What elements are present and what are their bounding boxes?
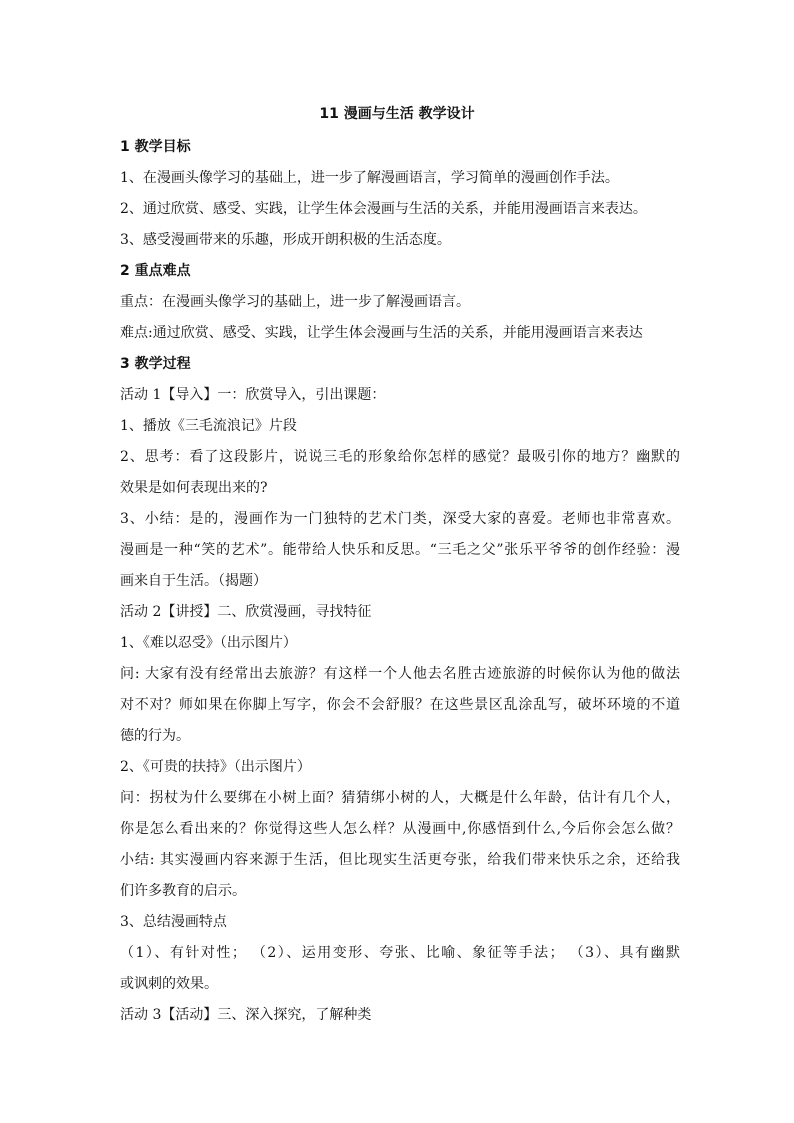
paragraph-line: 3、总结漫画特点 [120, 914, 227, 930]
paragraph-line: 漫画是一种“笑的艺术”。能带给人快乐和反思。“三毛之父”张乐平爷爷的创作经验：漫 [120, 542, 680, 558]
document-body [120, 132, 680, 1031]
section-heading: 2 重点难点 [120, 263, 191, 279]
section-heading: 1 教学目标 [120, 139, 191, 155]
paragraph-line: 活动 1【导入】一：欣赏导入，引出课题： [120, 387, 386, 403]
paragraph-line: 3、小结：是的，漫画作为一门独特的艺术门类，深受大家的喜爱。老师也非常喜欢。 [120, 511, 680, 527]
paragraph-line: 们许多教育的启示。 [120, 883, 246, 899]
paragraph-line: 对不对？师如果在你脚上写字，你会不会舒服？在这些景区乱涂乱写，破坏环境的不道 [120, 697, 680, 713]
paragraph-line: 2、通过欣赏、感受、实践，让学生体会漫画与生活的关系，并能用漫画语言来表达。 [120, 201, 647, 217]
paragraph-line: 小结: 其实漫画内容来源于生活，但比现实生活更夸张，给我们带来快乐之余，还给我 [120, 852, 680, 868]
document-title: 11 漫画与生活 教学设计 [319, 106, 475, 122]
paragraph-line: 问: 大家有没有经常出去旅游？有这样一个人他去名胜古迹旅游的时候你认为他的做法 [120, 666, 680, 682]
paragraph-line: 1、在漫画头像学习的基础上，进一步了解漫画语言，学习简单的漫画创作手法。 [120, 170, 619, 186]
paragraph-line: 效果是如何表现出来的? [120, 480, 268, 496]
paragraph-line: 1、播放《三毛流浪记》片段 [120, 418, 297, 434]
paragraph-line: 活动 3【活动】三、深入探究，了解种类 [120, 1007, 372, 1023]
paragraph-line: 难点:通过欣赏、感受、实践，让学生体会漫画与生活的关系，并能用漫画语言来表达 [120, 325, 643, 341]
paragraph-line: 重点：在漫画头像学习的基础上，进一步了解漫画语言。 [120, 294, 470, 310]
paragraph-line: 3、感受漫画带来的乐趣，形成开朗积极的生活态度。 [120, 232, 451, 248]
paragraph-line: （1）、有针对性； （2）、运用变形、夸张、比喻、象征等手法； （3）、具有幽默 [120, 945, 680, 961]
paragraph-line: 你是怎么看出来的？你觉得这些人怎么样？从漫画中,你感悟到什么,今后你会怎么做？ [120, 821, 680, 837]
paragraph-line: 2、《可贵的扶持》（出示图片） [120, 759, 311, 775]
paragraph-line: 1、《难以忍受》（出示图片） [120, 635, 297, 651]
section-heading: 3 教学过程 [120, 356, 191, 372]
paragraph-line: 活动 2【讲授】二、欣赏漫画，寻找特征 [120, 604, 372, 620]
paragraph-line: 问：拐杖为什么要绑在小树上面？猜猜绑小树的人，大概是什么年龄，估计有几个人， [120, 790, 680, 806]
paragraph-line: 2、思考：看了这段影片，说说三毛的形象给你怎样的感觉？最吸引你的地方？幽默的 [120, 449, 680, 465]
paragraph-line: 画来自于生活。（揭题） [120, 573, 267, 589]
paragraph-line: 德的行为。 [120, 728, 190, 744]
paragraph-line: 或讽刺的效果。 [120, 976, 218, 992]
